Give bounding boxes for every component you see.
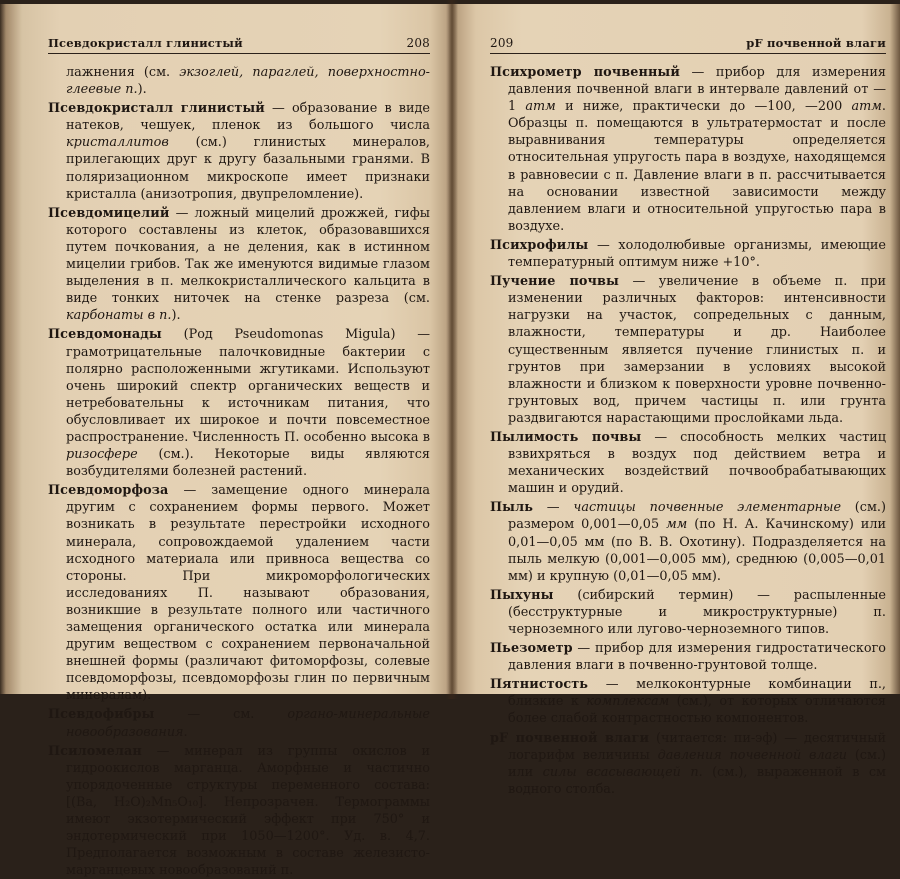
book-gutter xyxy=(446,0,458,699)
left-header-title: Псевдокристалл глинистый xyxy=(48,36,243,50)
entry-pezometr: Пьезометр — прибор для измерения гидростатического давления влаги в почвенно-грунтовой толще. xyxy=(490,641,886,674)
headword: Пыхуны xyxy=(490,587,554,603)
right-page xyxy=(452,4,900,797)
headword: Псевдокристалл глинистый xyxy=(48,101,265,117)
entry-psevdomitseliy: Псевдомицелий — ложный мицелий дрожжей, гифы которого составлены из клеток, образовавшихся путем почкования, а не деления, как в истинном мицелии грибов. Так же именуются видимые глазом выделения в п. мелкокристаллического кальцита в виде тонких ниточек на стенке разреза (см. карбонаты в п.). xyxy=(48,205,430,324)
headword: Пылимость почвы xyxy=(490,429,642,445)
headword: Пятнистость xyxy=(490,677,589,693)
entry-psevdokristall: Псевдокристалл глинистый — образование в виде натеков, чешуек, пленок из большого числа кристаллитов (см.) глинистых минералов, прилегающих друг к другу базальными гранями. В поляризационном микроскопе имеет признаки кристалла (анизотропия, двупреломление). xyxy=(48,101,430,202)
left-page xyxy=(0,4,452,879)
entry-psevdomonady: Псевдомонады (Род Pseudomonas Migula) — грамотрицательные палочковидные бактерии с полярно расположенными жгутиками. Используют очень широкий спектр органических веществ и нетребовательны к источникам питания, что обусловливает их широкое и почти повсеместное распространение. Численность П. особенно высока в ризосфере (см.). Некоторые виды являются возбудителями болезней растений. xyxy=(48,327,430,480)
headword: Псиломелан xyxy=(48,743,142,759)
headword: Псевдомицелий xyxy=(48,205,170,221)
headword: Псевдоморфоза xyxy=(48,483,169,499)
entry-psevdomorfoza: Псевдоморфоза — замещение одного минерала другим с сохранением формы первого. Может возникать в результате перестройки исходного минерала, сопровождаемой удалением части исходного материала или привноса вещества со стороны. При микроморфологических исследованиях П. называют образования, возникшие в результате полного или частичного замещения органического остатка или минерала другим веществом с сохранением первоначальной внешней формы (различают фитоморфозы, солевые псевдоморфозы, псевдоморфозы глин по первичным минералам). xyxy=(48,483,430,704)
headword: Псевдофибры xyxy=(48,707,155,723)
headword: Пыль xyxy=(490,500,534,516)
entry-pyl: Пыль — частицы почвенные элементарные (см.) размером 0,001—0,05 мм (по Н. А. Качинскому) или 0,01—0,05 мм (по В. В. Охотину). Подразделяется на пыль мелкую (0,001—0,005 мм), среднюю (0,005—0,01 мм) и крупную (0,01—0,05 мм). xyxy=(490,500,886,584)
entry-pyatnistost: Пятнистость — мелкоконтурные комбинации п., близкие к комплексам (см.), от которых отличаются более слабой контрастностью компонентов. xyxy=(490,677,887,727)
entry-pykhuny: Пыхуны (сибирский термин) — распыленные (бесструктурные и микроструктурные) п. черноземного или лугово-черноземного типов. xyxy=(490,587,886,637)
left-page-number: 208 xyxy=(406,36,430,50)
entry-pylimost: Пылимость почвы — способность мелких частиц взвихряться в воздух под действием ветра и механических воздействий почвообрабатывающих машин и орудий. xyxy=(490,429,886,497)
right-running-head xyxy=(490,36,886,54)
headword: Психрометр почвенный xyxy=(490,65,680,80)
headword: pF почвенной влаги xyxy=(490,730,650,746)
right-entries xyxy=(490,64,886,798)
entry-psikhrofily: Психрофилы — холодолюбивые организмы, имеющие температурный оптимум ниже +10°. xyxy=(490,237,886,271)
headword: Психрофилы xyxy=(490,237,589,253)
headword: Пьезометр xyxy=(490,641,573,657)
entry-pf: pF почвенной влаги (читается: пи-эф) — десятичный логарифм величины давления почвенной влаги (см.) или силы всасывающей п. (см.), выраженной в см водного столба. xyxy=(490,730,886,797)
entry-psevdofibry: Псевдофибры — см. органо-минеральные новообразования. xyxy=(48,707,430,740)
right-page-number: 209 xyxy=(490,36,514,50)
left-running-head xyxy=(48,36,430,54)
left-entries xyxy=(48,64,430,879)
entry-puchenie: Пучение почвы — увеличение в объеме п. при изменении различных факторов: интенсивности нагрузки на участок, сопредельных с данным, влажности, температуры и др. Наиболее существенным является пучение глинистых п. и грунтов при замерзании в условиях высокой влажности и близком к поверхности уровне почвенно-грунтовых вод, причем частицы п. или грунта раздвигаются нарастающими прослойками льда. xyxy=(490,274,886,426)
entry-psilomelan: Псиломелан — минерал из группы окислов и гидроокислов марганца. Аморфные и частично упорядоченные структуры переменного состава: [(Ba, H₂O)₂Mn₅O₁₀]. Непрозрачен. Термограммы имеют экзотермический эффект при 750° и эндотермический при 1050—1200°. Уд. в. 4,7. Предполагается возможным в составе железисто-марганцевых новообразований п. xyxy=(48,743,430,879)
headword: Пучение почвы xyxy=(490,274,619,290)
right-header-title: pF почвенной влаги xyxy=(746,36,886,50)
entry-psikhrometr: Психрометр почвенный — прибор для измерения давления почвенной влаги в интервале давлений от —1 атм и ниже, практически до —100, —200 атм. Образцы п. помещаются в ультратермостат и после выравнивания температуры определяется относительная упругость пара в воздухе, находящемся в равновесии с п. Давление влаги в п. рассчитывается на основании известной зависимости между давлением влаги и относительной упругостью пара в воздухе. xyxy=(490,65,886,234)
headword: Псевдомонады xyxy=(48,327,162,343)
continuation-text: лажнения (см. экзоглей, параглей, поверхностно-глеевые п.). xyxy=(66,65,430,98)
